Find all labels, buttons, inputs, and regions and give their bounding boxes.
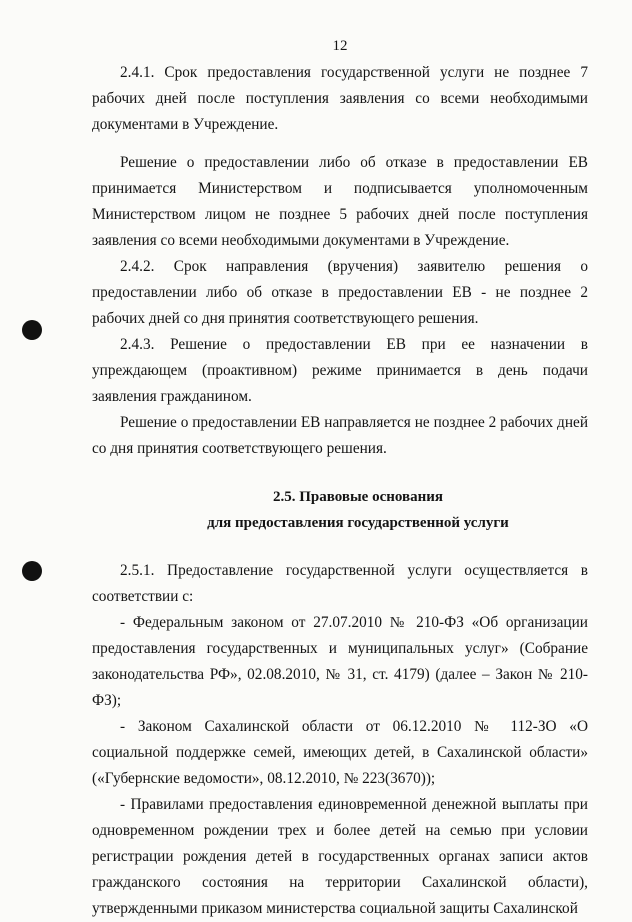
list-item-federal-law: - Федеральным законом от 27.07.2010 № 210-ФЗ «Об организации предоставления государственных и муниципальных услуг» (Собрание законодательства РФ», 02.08.2010, № 31, ст. 4179) (далее – Закон № 210-ФЗ); (92, 614, 588, 709)
list-item-payment-rules: - Правилами предоставления единовременной денежной выплаты при одновременном рождении трех и более детей на семью при условии регистрации рождения детей в государственных органах записи актов гражданского состояния на территории Сахалинской области), утвержденными приказом министерства социальной защиты Сахалинской (92, 796, 588, 917)
paragraph-2-4-3: 2.4.3. Решение о предоставлении ЕВ при ее назначении в упреждающем (проактивном) режиме принимается в день подачи заявления гражданином. (92, 336, 588, 405)
paragraph-decision-sending: Решение о предоставлении ЕВ направляется не позднее 2 рабочих дней со дня принятия соответствующего решения. (92, 414, 588, 457)
list-item-sakhalin-law: - Законом Сахалинской области от 06.12.2010 № 112-ЗО «О социальной поддержке семей, имеющих детей, в Сахалинской области» («Губернские ведомости», 08.12.2010, № 223(3670)); (92, 718, 588, 787)
punch-hole-mark (22, 561, 42, 581)
paragraph-decision-timing: Решение о предоставлении либо об отказе в предоставлении ЕВ принимается Министерством и подписывается уполномоченным Министерством лицом не позднее 5 рабочих дней после поступления заявления со всеми необходимыми документами в Учреждение. (92, 154, 588, 249)
section-heading-line2: для предоставления государственной услуги (207, 515, 509, 531)
paragraph-2-4-2: 2.4.2. Срок направления (вручения) заявителю решения о предоставлении либо об отказе в предоставлении ЕВ - не позднее 2 рабочих дней со дня принятия соответствующего решения. (92, 258, 588, 327)
paragraph-2-5-1: 2.5.1. Предоставление государственной услуги осуществляется в соответствии с: (92, 562, 588, 605)
page-number: 12 (332, 38, 348, 54)
punch-hole-mark (22, 320, 42, 340)
document-body (92, 60, 588, 922)
section-heading-line1: 2.5. Правовые основания (272, 489, 444, 505)
paragraph-2-4-1: 2.4.1. Срок предоставления государственной услуги не позднее 7 рабочих дней после поступления заявления со всеми необходимыми документами в Учреждение. (92, 64, 588, 133)
